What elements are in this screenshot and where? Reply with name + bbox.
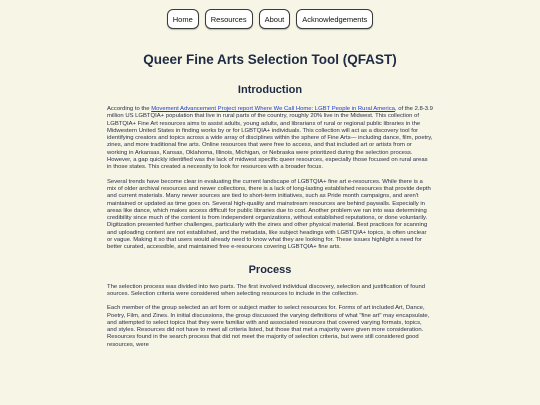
process-paragraph-1: The selection process was divided into two parts. The first involved individual discovery, selection and justification of found sources. Selection criteria were considered when selecting resources to include in the collection. [107,283,426,297]
intro-p1-text: , of the 2.8-3.9 million US LGBTQIA+ population that live in rural parts of the country, roughly 20% live in the Midwest. This collection of LGBTQIA+ Fine Art resources aims to assist adults, young adults, and librarians of rural or regional public libraries in the Midwestern United States in finding works by or for LGBTQIA+ individuals. This collection will act as a discovery tool for identifying creators and topics across a wide array of disciplines within the sphere of Fine Arts— including dance, film, poetry, zines, and more traditional fine arts. Online resources that were free to access, and that included art or artists from or working in Arkansas, Kansas, Oklahoma, Illinois, Michigan, or Nebraska were prioritized during the selection process. However, a gap quickly identified was the lack of midwest specific queer resources, especially those focused on rural areas in those states. This created a necessity to look for resources with a broader focus. [107,106,433,171]
process-heading: Process [248,263,292,276]
page-title: Queer Fine Arts Selection Tool (QFAST) [143,52,397,67]
nav-acknowledgements-button[interactable]: Acknowledgements [296,9,373,29]
nav-home-button[interactable]: Home [167,9,199,29]
intro-p1-prefix: According to the [107,106,152,112]
top-nav [0,0,540,31]
nav-about-button[interactable]: About [259,9,291,29]
process-paragraph-2: Each member of the group selected an art form or subject matter to select resources for. Forms of art included Art, Dance, Poetry, Film, and Zines. In initial discussions, the group discussed the varying definitions of what "fine art" may encapsulate, and attempted to select topics that they were familiar with and associated resources that covered varying formats, topics, and styles. Resources did not have to meet all criteria listed, but those that met a majority were given more consideration. Resources found in the search process that did not meet the majority of selection criteria, but were still considered good resources, were [107,305,430,348]
intro-paragraph-1 [107,106,433,172]
nav-resources-button[interactable]: Resources [205,9,253,29]
main-content [0,106,540,349]
movement-advancement-report-link[interactable]: Movement Advancement Project report Where We Call Home: LGBT People in Rural America [151,106,395,112]
introduction-heading: Introduction [237,84,303,96]
intro-paragraph-2: Several trends have become clear in evaluating the current landscape of LGBTQIA+ fine art e-resources. While there is a mix of older archival resources and newer collections, there is a lack of long-lasting established resources that provide depth and current materials. Many newer sources are tied to short-term initiatives, such as Pride month campaigns, and aren't maintained or updated as time goes on. Several high-quality and mainstream resources are behind paywalls. Especially in areas like dance, which makes access difficult for public libraries due to cost. Another problem we ran into was determining credibility since much of the content is from independent organizations, without established reputations, or done voluntarily. Digitization presented further challenges, particularly with the zines and other physical material. Best practices for scanning and uploading content are not established, and the metadata, like subject headings with LGBTQIA+ topics, is often unclear or vague. Making it so that users would already need to know what they are looking for. These issues highlight a need for better curated, accessible, and maintained free e-resources covering LGBTQIA+ fine arts. [107,178,431,251]
